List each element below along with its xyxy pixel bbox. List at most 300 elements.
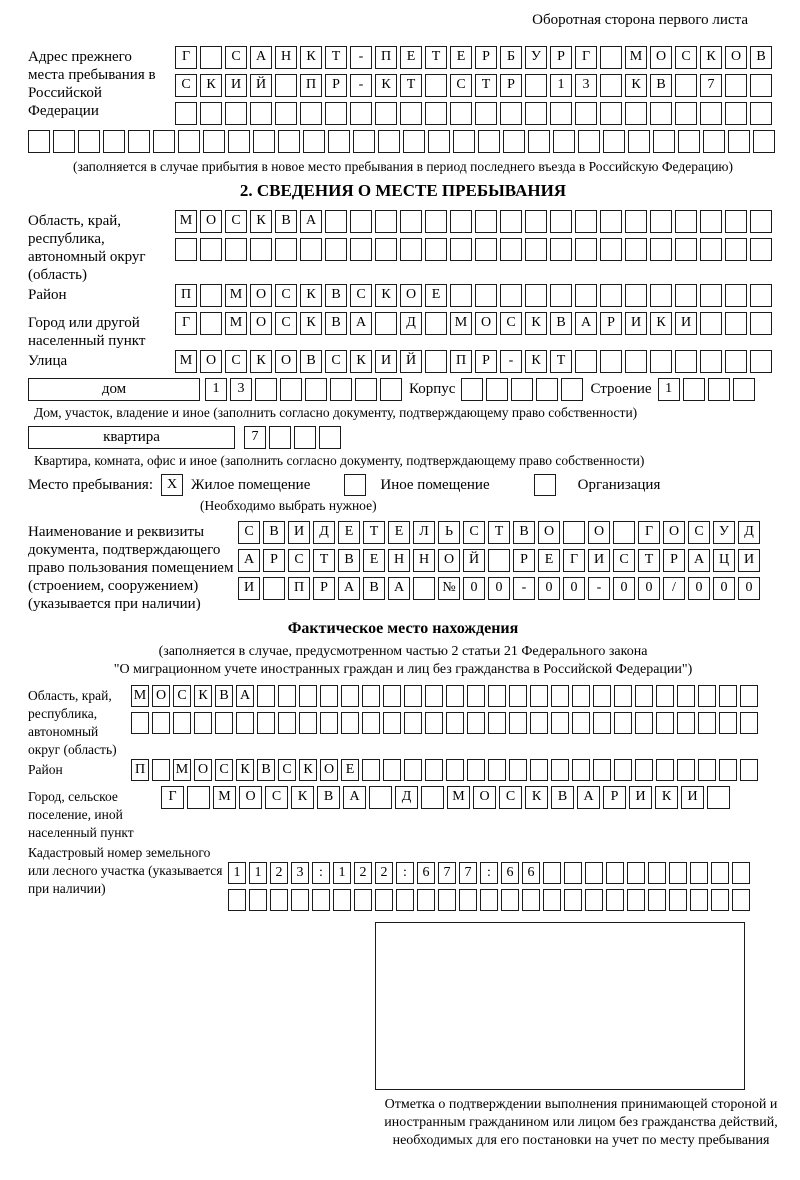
char-cell [564,862,582,884]
prev-address-label: Адрес прежнего места пребывания в Российской Федерации [28,49,156,119]
char-cell [404,759,422,781]
char-cell [400,238,422,261]
char-cell [675,284,697,307]
char-cell: В [550,312,572,335]
char-cell [614,759,632,781]
char-cell [500,102,522,125]
char-cell: Д [400,312,422,335]
char-cell: : [312,862,330,884]
char-cell: Е [338,521,360,544]
char-cell: А [300,210,322,233]
char-cell: К [525,786,548,809]
char-cell [225,238,247,261]
document-rows [238,521,763,605]
char-cell: 7 [459,862,477,884]
char-cell [750,312,772,335]
char-cell [572,685,590,707]
char-cell: 3 [575,74,597,97]
char-cell [459,889,477,911]
char-cell [200,46,222,69]
char-cell: С [500,312,522,335]
checkbox-organizatsiya [534,474,556,496]
char-cell: 0 [538,577,560,600]
char-cell [341,685,359,707]
region-label: Область, край, республика, автономный округ (область) [28,213,146,283]
char-cell [627,889,645,911]
char-cell [417,889,435,911]
char-cell [650,284,672,307]
document-field [28,521,778,613]
char-cell: С [238,521,260,544]
char-cell [333,889,351,911]
char-cell [656,712,674,734]
region-row-1 [175,210,775,233]
char-cell: Е [400,46,422,69]
char-cell: О [152,685,170,707]
char-cell [656,759,674,781]
char-cell [719,712,737,734]
char-cell: 3 [291,862,309,884]
prev-address-row-3 [175,102,775,125]
char-cell [475,102,497,125]
char-cell: С [278,759,296,781]
char-cell [480,889,498,911]
char-cell: В [650,74,672,97]
char-cell: 1 [658,378,680,401]
char-cell: К [350,350,372,373]
region-row-2 [175,238,775,261]
char-cell: К [300,284,322,307]
char-cell: С [688,521,710,544]
char-cell: А [250,46,272,69]
char-cell [593,685,611,707]
char-cell [488,685,506,707]
char-cell: Т [313,549,335,572]
char-cell [312,889,330,911]
char-cell [675,350,697,373]
char-cell: П [450,350,472,373]
char-cell: О [275,350,297,373]
char-cell: К [250,210,272,233]
char-cell: Р [513,549,535,572]
korpus-cells [461,378,586,401]
char-cell: М [225,312,247,335]
char-cell: 6 [522,862,540,884]
char-cell: Е [363,549,385,572]
char-cell [572,712,590,734]
cadastral-label: Кадастровый номер земельного или лесного участка (указывается при наличии) [28,845,223,896]
char-cell: С [275,284,297,307]
char-cell [600,238,622,261]
char-cell [404,712,422,734]
char-cell: С [288,549,310,572]
char-cell [698,759,716,781]
char-cell: В [513,521,535,544]
char-cell [403,130,425,153]
char-cell: С [225,46,247,69]
char-cell: Ь [438,521,460,544]
char-cell [700,284,722,307]
char-cell [319,426,341,449]
char-cell: : [396,862,414,884]
char-cell [550,238,572,261]
char-cell: Р [325,74,347,97]
section2-title: 2. СВЕДЕНИЯ О МЕСТЕ ПРЕБЫВАНИЯ [239,181,567,200]
checkbox-inoe-pomeshchenie [344,474,366,496]
char-cell [530,759,548,781]
document-row-1 [238,521,763,544]
char-cell [131,712,149,734]
char-cell [128,130,150,153]
char-cell: Г [563,549,585,572]
char-cell: В [257,759,275,781]
char-cell: И [625,312,647,335]
char-cell: Р [313,577,335,600]
char-cell [488,759,506,781]
char-cell: А [238,549,260,572]
checkbox-zhiloe-pomeshchenie: X [161,474,183,496]
cadastral-rows [228,842,753,916]
char-cell [362,712,380,734]
char-cell: 7 [700,74,722,97]
char-cell: А [688,549,710,572]
char-cell: М [450,312,472,335]
char-cell [200,312,222,335]
char-cell: 1 [333,862,351,884]
char-cell: П [288,577,310,600]
char-cell: С [350,284,372,307]
document-row-3 [238,577,763,600]
prev-address-row-1 [175,46,775,69]
char-cell [263,577,285,600]
char-cell [330,378,352,401]
char-cell [575,350,597,373]
char-cell [461,378,483,401]
char-cell [396,889,414,911]
char-cell: С [225,350,247,373]
char-cell: - [513,577,535,600]
char-cell [421,786,444,809]
char-cell: Е [538,549,560,572]
char-cell: П [375,46,397,69]
char-cell [563,521,585,544]
house-type-box: дом [28,378,200,401]
apartment-type-box: квартира [28,426,235,449]
char-cell: О [200,350,222,373]
char-cell: - [588,577,610,600]
char-cell [648,862,666,884]
char-cell: Н [413,549,435,572]
char-cell: С [450,74,472,97]
char-cell [564,889,582,911]
cadastral-row-1 [228,862,753,884]
char-cell [690,862,708,884]
char-cell [593,759,611,781]
char-cell: О [250,312,272,335]
char-cell [428,130,450,153]
char-cell: С [265,786,288,809]
char-cell [600,46,622,69]
char-cell [355,378,377,401]
char-cell [275,74,297,97]
char-cell [425,210,447,233]
char-cell: А [388,577,410,600]
char-cell: Т [363,521,385,544]
char-cell [446,759,464,781]
char-cell [450,102,472,125]
char-cell [553,130,575,153]
char-cell [750,284,772,307]
char-cell [690,889,708,911]
char-cell [650,350,672,373]
char-cell [173,712,191,734]
char-cell [585,889,603,911]
char-cell [300,238,322,261]
char-cell [291,889,309,911]
char-cell [278,130,300,153]
char-cell: И [238,577,260,600]
char-cell: Г [175,312,197,335]
char-cell [530,685,548,707]
char-cell: В [325,284,347,307]
char-cell [28,130,50,153]
char-cell: У [713,521,735,544]
char-cell: И [681,786,704,809]
char-cell [375,238,397,261]
char-cell [450,210,472,233]
char-cell: Т [550,350,572,373]
char-cell: 1 [205,378,227,401]
char-cell [375,312,397,335]
char-cell [305,378,327,401]
char-cell [500,284,522,307]
char-cell: Д [738,521,760,544]
char-cell: 0 [563,577,585,600]
char-cell: М [447,786,470,809]
char-cell [200,102,222,125]
char-cell [250,102,272,125]
registration-stamp-note: Отметка о подтверждении выполнения принимающей стороной и иностранным гражданином или лицом без гражданства действий, необходимых для его постановки на учет по месту пребывания [384,1097,778,1148]
char-cell [509,712,527,734]
char-cell: С [173,685,191,707]
char-cell [236,712,254,734]
cadastral-field [28,842,778,916]
char-cell [606,862,624,884]
char-cell [525,284,547,307]
char-cell: Г [638,521,660,544]
char-cell [551,685,569,707]
page-header-note: Оборотная сторона первого листа [532,12,748,28]
char-cell [572,759,590,781]
char-cell [503,130,525,153]
char-cell: М [213,786,236,809]
char-cell: С [499,786,522,809]
char-cell [175,102,197,125]
char-cell [383,759,401,781]
char-cell: С [325,350,347,373]
char-cell [425,685,443,707]
char-cell: К [250,350,272,373]
option-label-organizatsiya: Организация [577,477,661,493]
char-cell: С [275,312,297,335]
char-cell: / [663,577,685,600]
char-cell [700,312,722,335]
char-cell [700,210,722,233]
char-cell [600,284,622,307]
char-cell [750,350,772,373]
char-cell: К [300,312,322,335]
char-cell [635,759,653,781]
char-cell: К [655,786,678,809]
char-cell [525,102,547,125]
char-cell: К [194,685,212,707]
char-cell [453,130,475,153]
char-cell [425,74,447,97]
char-cell [425,102,447,125]
char-cell: Т [400,74,422,97]
actual-region-row-1 [131,685,761,707]
char-cell [383,685,401,707]
char-cell: Т [488,521,510,544]
char-cell: О [473,786,496,809]
char-cell: 1 [249,862,267,884]
char-cell [404,685,422,707]
char-cell: 0 [613,577,635,600]
street-label: Улица [28,353,68,369]
char-cell [425,312,447,335]
char-cell [488,712,506,734]
char-cell: В [551,786,574,809]
char-cell [350,210,372,233]
char-cell: В [300,350,322,373]
char-cell: А [343,786,366,809]
char-cell: Е [388,521,410,544]
char-cell: К [291,786,314,809]
apartment-field [28,426,778,449]
char-cell [625,210,647,233]
char-cell: К [525,350,547,373]
char-cell: О [538,521,560,544]
char-cell [700,350,722,373]
char-cell [635,712,653,734]
char-cell [698,712,716,734]
apartment-cells [244,426,344,449]
char-cell [425,712,443,734]
char-cell [585,862,603,884]
char-cell [603,130,625,153]
city-label: Город или другой населенный пункт [28,315,146,349]
char-cell: 1 [228,862,246,884]
char-cell: 0 [688,577,710,600]
actual-district-field [28,759,778,786]
char-cell: 6 [501,862,519,884]
char-cell [354,889,372,911]
char-cell: К [700,46,722,69]
char-cell [698,685,716,707]
char-cell [606,889,624,911]
char-cell [575,238,597,261]
char-cell: 7 [438,862,456,884]
district-label: Район [28,287,67,303]
char-cell [350,102,372,125]
char-cell: Й [250,74,272,97]
char-cell [543,862,561,884]
char-cell: 6 [417,862,435,884]
actual-region-field [28,685,778,759]
char-cell [375,210,397,233]
char-cell [551,759,569,781]
char-cell: В [750,46,772,69]
char-cell [375,102,397,125]
stroenie-cells [658,378,758,401]
char-cell [257,685,275,707]
char-cell [278,685,296,707]
actual-city-label: Город, сельское поселение, иной населенный пункт [28,789,134,840]
char-cell: И [675,312,697,335]
char-cell [614,685,632,707]
char-cell: И [375,350,397,373]
char-cell [703,130,725,153]
char-cell: 1 [550,74,572,97]
char-cell [152,712,170,734]
char-cell [200,238,222,261]
char-cell: К [200,74,222,97]
char-cell [303,130,325,153]
char-cell [725,210,747,233]
region-rows [175,210,775,266]
char-cell [669,889,687,911]
char-cell [341,712,359,734]
char-cell [600,350,622,373]
char-cell [450,284,472,307]
char-cell [561,378,583,401]
char-cell [488,549,510,572]
char-cell [600,74,622,97]
char-cell [215,712,233,734]
char-cell: Г [161,786,184,809]
option-label-zhiloe: Жилое помещение [191,477,311,493]
char-cell: О [239,786,262,809]
char-cell [509,685,527,707]
char-cell [725,312,747,335]
char-cell: Т [475,74,497,97]
char-cell: П [131,759,149,781]
city-field [28,312,778,350]
char-cell: - [500,350,522,373]
char-cell [593,712,611,734]
char-cell: № [438,577,460,600]
char-cell [625,350,647,373]
document-row-2 [238,549,763,572]
cadastral-row-2 [228,889,753,911]
char-cell [270,889,288,911]
char-cell [550,284,572,307]
char-cell: 3 [230,378,252,401]
char-cell: С [225,210,247,233]
char-cell [656,685,674,707]
char-cell [380,378,402,401]
char-cell [536,378,558,401]
char-cell [678,130,700,153]
char-cell [225,102,247,125]
char-cell [733,378,755,401]
char-cell [255,378,277,401]
char-cell: Т [325,46,347,69]
char-cell [320,712,338,734]
char-cell [425,238,447,261]
char-cell: М [225,284,247,307]
char-cell: М [175,210,197,233]
